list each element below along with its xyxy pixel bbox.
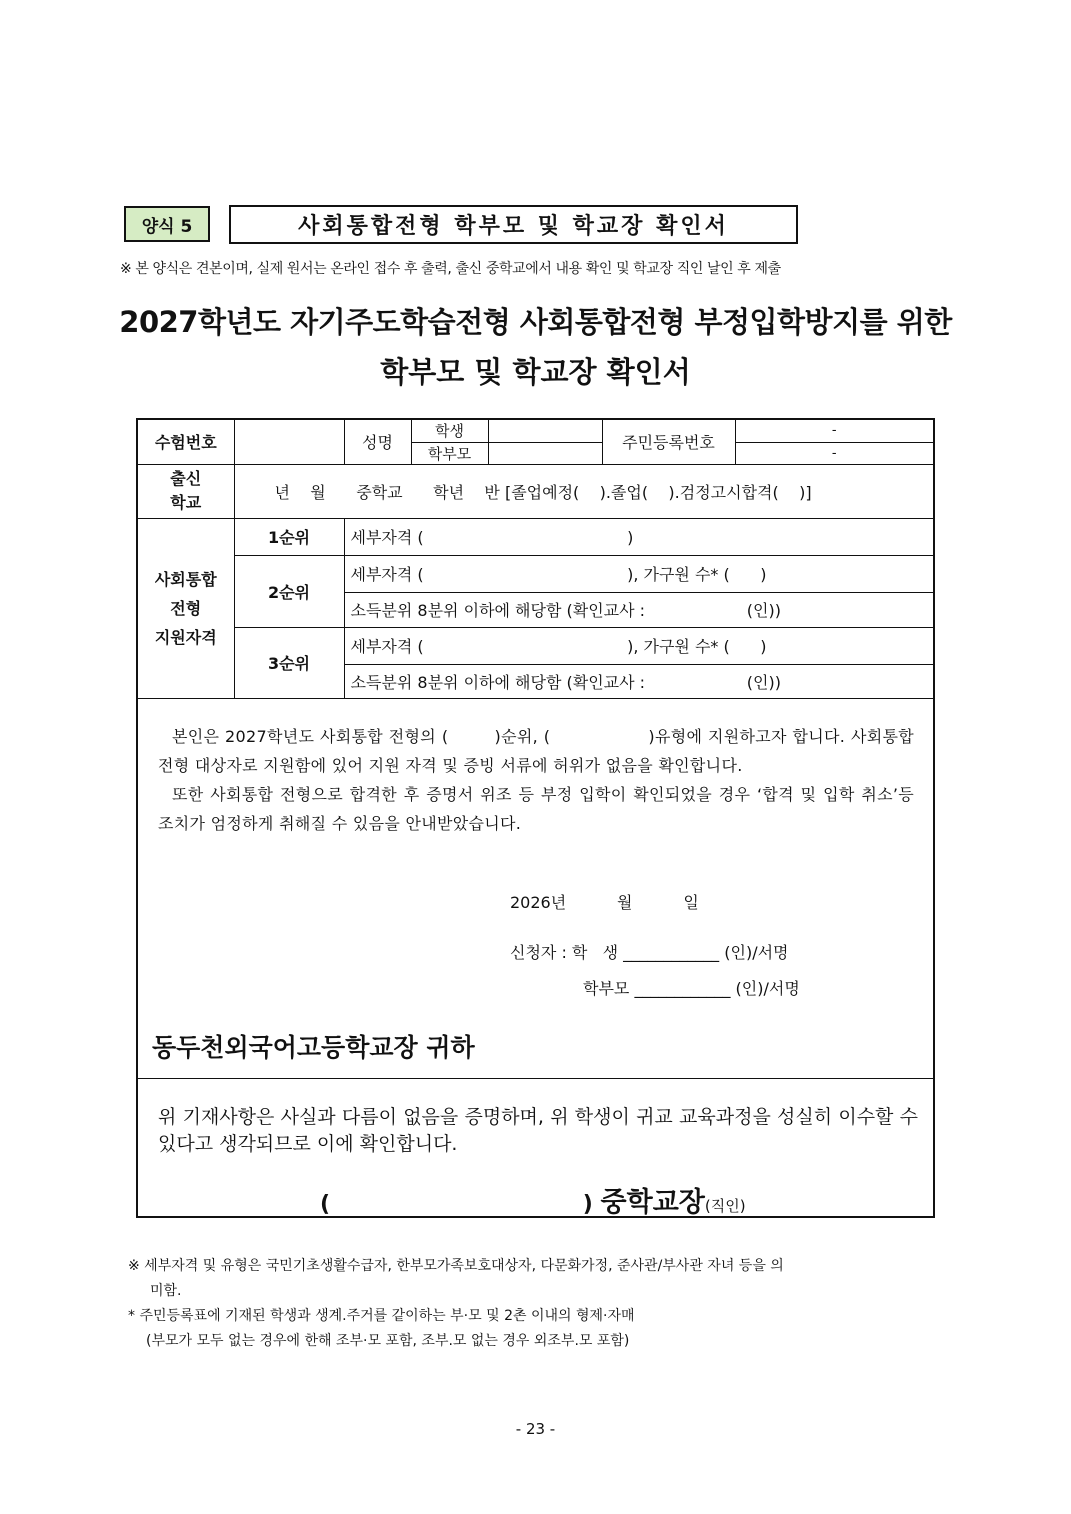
addressee: 동두천외국어고등학교장 귀하 xyxy=(152,1033,475,1062)
form-title: 사회통합전형 학부모 및 학교장 확인서 xyxy=(229,205,798,244)
parent-label: 학부모 xyxy=(411,442,488,464)
parent-name-field[interactable] xyxy=(488,442,602,464)
student-label: 학생 xyxy=(411,420,488,442)
declaration-para2: 또한 사회통합 전형으로 합격한 후 증명서 위조 등 부정 입학이 확인되었을 경우 ‘합격 및 입학 취소’등 조치가 엄정하게 취해질 수 있음을 안내받았습니다. xyxy=(158,785,914,833)
qualification-label: 사회통합 전형 지원자격 xyxy=(138,518,234,698)
page-number: - 23 - xyxy=(515,1420,556,1438)
form-note: ※ 본 양식은 견본이며, 실제 원서는 온라인 접수 후 출력, 출신 중학교에서 내용 확인 및 학교장 직인 날인 후 제출 xyxy=(120,261,781,277)
principal-confirmation-text: 위 기재사항은 사실과 다름이 없음을 증명하며, 위 학생이 귀교 교육과정을 성실히 이수할 수 있다고 생각되므로 이에 확인합니다. xyxy=(158,1106,918,1155)
rank2-detail[interactable]: 세부자격 ( ), 가구원 수* ( ) xyxy=(344,555,933,592)
date-line[interactable]: 2026년 월 일 xyxy=(510,893,699,912)
footnote-1-continued: 미함. xyxy=(150,1283,182,1299)
declaration-text xyxy=(158,722,920,838)
student-signature-line[interactable]: 신청자 : 학 생 ____________ (인)/서명 xyxy=(510,943,789,962)
rank1-label: 1순위 xyxy=(234,518,344,555)
form-number-badge: 양식 5 xyxy=(124,206,210,242)
origin-school-field[interactable]: 년 월 중학교 학년 반 [졸업예정( ).졸업( ).검정고시합격( )] xyxy=(234,464,933,518)
exam-number-field[interactable] xyxy=(234,420,344,464)
exam-number-label: 수험번호 xyxy=(138,420,234,464)
rank3-income[interactable]: 소득분위 8분위 이하에 해당함 (확인교사 : (인)) xyxy=(344,664,933,698)
applicant-info-table xyxy=(138,420,933,699)
official-seal-label: (직인) xyxy=(704,1197,746,1215)
student-resident-number-field[interactable]: - xyxy=(735,420,933,442)
origin-school-label: 출신 학교 xyxy=(138,464,234,518)
footnotes xyxy=(128,1254,950,1354)
footnote-2-continued: (부모가 모두 없는 경우에 한해 조부·모 포함, 조부.모 없는 경우 외조부.모 포함) xyxy=(146,1333,630,1349)
rank1-detail[interactable]: 세부자격 ( ) xyxy=(344,518,933,555)
main-title-line2: 학부모 및 학교장 확인서 xyxy=(380,355,691,389)
parent-signature-line[interactable]: 학부모 ____________ (인)/서명 xyxy=(583,979,800,998)
school-name-blank[interactable]: ( ) xyxy=(320,1192,601,1217)
principal-signature[interactable] xyxy=(320,1180,746,1219)
parent-resident-number-field[interactable]: - xyxy=(735,442,933,464)
main-title-line1: 2027학년도 자기주도학습전형 사회통합전형 부정입학방지를 위한 xyxy=(119,305,952,339)
student-name-field[interactable] xyxy=(488,420,602,442)
rank3-detail[interactable]: 세부자격 ( ), 가구원 수* ( ) xyxy=(344,627,933,664)
principal-title: 중학교장 xyxy=(600,1187,705,1218)
footnote-1: ※ 세부자격 및 유형은 국민기초생활수급자, 한부모가족보호대상자, 다문화가정, 준사관/부사관 자녀 등을 의 xyxy=(128,1258,784,1274)
principal-section-divider xyxy=(137,1078,934,1079)
rank2-income[interactable]: 소득분위 8분위 이하에 해당함 (확인교사 : (인)) xyxy=(344,592,933,627)
rank3-label: 3순위 xyxy=(234,627,344,698)
declaration-para1: 본인은 2027학년도 사회통합 전형의 ( )순위, ( )유형에 지원하고자 합니다. 사회통합 전형 대상자로 지원함에 있어 지원 자격 및 증빙 서류에 허위가 없음을 확인합니다. xyxy=(158,727,920,775)
footnote-2: * 주민등록표에 기재된 학생과 생계.주거를 같이하는 부·모 및 2촌 이내의 형제·자매 xyxy=(128,1308,635,1324)
rank2-label: 2순위 xyxy=(234,555,344,627)
resident-number-label: 주민등록번호 xyxy=(602,420,735,464)
name-label: 성명 xyxy=(344,420,411,464)
